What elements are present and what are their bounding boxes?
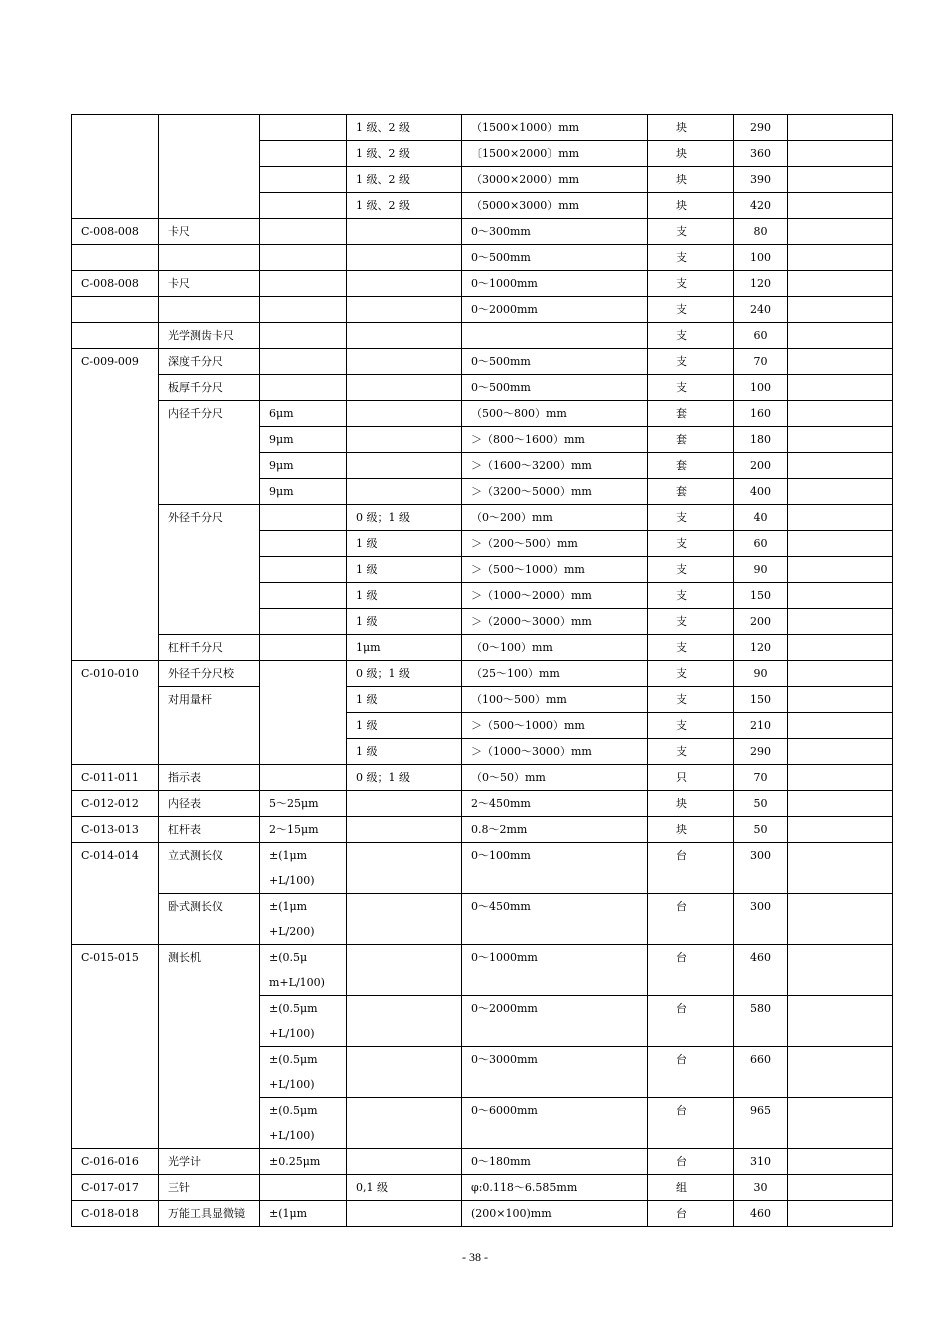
cell-accuracy: 2～15μm xyxy=(260,817,347,843)
cell-unit: 支 xyxy=(648,687,734,713)
cell-price: 965 xyxy=(734,1098,788,1149)
cell-remark xyxy=(788,375,893,401)
cell-code: C-018-018 xyxy=(72,1201,159,1227)
cell-grade: 1 级 xyxy=(347,583,462,609)
cell-range: （1500×1000）mm xyxy=(462,115,648,141)
cell-accuracy: ±(0.5μm +L/100) xyxy=(260,1047,347,1098)
cell-accuracy xyxy=(260,583,347,609)
cell-remark xyxy=(788,245,893,271)
cell-grade: 0 级；1 级 xyxy=(347,505,462,531)
cell-accuracy: ±(1μm +L/100) xyxy=(260,843,347,894)
cell-grade: 1 级 xyxy=(347,687,462,713)
cell-accuracy xyxy=(260,219,347,245)
cell-unit: 台 xyxy=(648,996,734,1047)
cell-remark xyxy=(788,531,893,557)
cell-remark xyxy=(788,1149,893,1175)
cell-code xyxy=(72,323,159,349)
cell-accuracy xyxy=(260,531,347,557)
cell-remark xyxy=(788,996,893,1047)
table-row xyxy=(72,245,893,271)
cell-code: C-012-012 xyxy=(72,791,159,817)
cell-unit: 支 xyxy=(648,505,734,531)
cell-unit: 台 xyxy=(648,1201,734,1227)
cell-name: 指示表 xyxy=(159,765,260,791)
cell-range: ＞（500～1000）mm xyxy=(462,557,648,583)
cell-remark xyxy=(788,219,893,245)
cell-code xyxy=(72,297,159,323)
cell-accuracy xyxy=(260,323,347,349)
cell-range: 0～2000mm xyxy=(462,996,648,1047)
table-row xyxy=(72,401,893,427)
cell-range xyxy=(462,323,648,349)
cell-remark xyxy=(788,687,893,713)
cell-accuracy xyxy=(260,245,347,271)
cell-price: 90 xyxy=(734,661,788,687)
cell-grade xyxy=(347,427,462,453)
cell-unit: 支 xyxy=(648,635,734,661)
cell-remark xyxy=(788,765,893,791)
cell-price: 160 xyxy=(734,401,788,427)
cell-price: 460 xyxy=(734,1201,788,1227)
cell-range: 〔1500×2000〕mm xyxy=(462,141,648,167)
cell-price: 660 xyxy=(734,1047,788,1098)
cell-accuracy: ±(0.5μm +L/100) xyxy=(260,1098,347,1149)
cell-accuracy xyxy=(260,505,347,531)
cell-name: 卡尺 xyxy=(159,271,260,297)
cell-grade xyxy=(347,1201,462,1227)
cell-grade: 1 级 xyxy=(347,531,462,557)
cell-range: 0～500mm xyxy=(462,245,648,271)
cell-unit: 支 xyxy=(648,375,734,401)
cell-range: 0～1000mm xyxy=(462,945,648,996)
cell-grade xyxy=(347,1149,462,1175)
cell-accuracy: ±0.25μm xyxy=(260,1149,347,1175)
cell-accuracy xyxy=(260,635,347,661)
cell-grade: 1 级、2 级 xyxy=(347,115,462,141)
cell-grade xyxy=(347,817,462,843)
table-row xyxy=(72,1149,893,1175)
cell-accuracy xyxy=(260,115,347,141)
cell-grade: 1 级、2 级 xyxy=(347,167,462,193)
cell-unit: 支 xyxy=(648,661,734,687)
cell-code: C-015-015 xyxy=(72,945,159,1149)
cell-range: （0～50）mm xyxy=(462,765,648,791)
cell-unit: 支 xyxy=(648,531,734,557)
cell-range: ＞（2000～3000）mm xyxy=(462,609,648,635)
cell-price: 240 xyxy=(734,297,788,323)
cell-name: 内径表 xyxy=(159,791,260,817)
cell-price: 40 xyxy=(734,505,788,531)
cell-price: 580 xyxy=(734,996,788,1047)
cell-grade: 0 级；1 级 xyxy=(347,765,462,791)
cell-remark xyxy=(788,791,893,817)
cell-price: 50 xyxy=(734,791,788,817)
cell-unit: 支 xyxy=(648,557,734,583)
cell-accuracy xyxy=(260,765,347,791)
cell-code: C-017-017 xyxy=(72,1175,159,1201)
cell-code xyxy=(72,115,159,219)
cell-price: 400 xyxy=(734,479,788,505)
cell-grade xyxy=(347,1098,462,1149)
cell-grade: 1 级、2 级 xyxy=(347,141,462,167)
table-row xyxy=(72,765,893,791)
cell-accuracy xyxy=(260,193,347,219)
cell-range: 0～180mm xyxy=(462,1149,648,1175)
cell-grade: 1μm xyxy=(347,635,462,661)
page-number: - 38 - xyxy=(462,1250,488,1264)
cell-unit: 套 xyxy=(648,401,734,427)
cell-name: 卡尺 xyxy=(159,219,260,245)
table-row xyxy=(72,945,893,996)
cell-accuracy xyxy=(260,167,347,193)
cell-grade: 1 级 xyxy=(347,609,462,635)
cell-range: 0～300mm xyxy=(462,219,648,245)
cell-accuracy: ±(1μm xyxy=(260,1201,347,1227)
table-row xyxy=(72,505,893,531)
cell-grade xyxy=(347,479,462,505)
cell-name: 对用量杆 xyxy=(159,687,260,765)
cell-name: 万能工具显微镜 xyxy=(159,1201,260,1227)
cell-range: ＞（1600～3200）mm xyxy=(462,453,648,479)
cell-unit: 只 xyxy=(648,765,734,791)
cell-remark xyxy=(788,453,893,479)
table-row xyxy=(72,635,893,661)
cell-remark xyxy=(788,1175,893,1201)
cell-remark xyxy=(788,167,893,193)
cell-grade xyxy=(347,349,462,375)
cell-unit: 支 xyxy=(648,323,734,349)
cell-range: ＞（200～500）mm xyxy=(462,531,648,557)
cell-remark xyxy=(788,557,893,583)
cell-unit: 支 xyxy=(648,271,734,297)
cell-grade xyxy=(347,894,462,945)
cell-accuracy xyxy=(260,557,347,583)
cell-range: 0～500mm xyxy=(462,375,648,401)
cell-range: ＞（3200～5000）mm xyxy=(462,479,648,505)
cell-unit: 套 xyxy=(648,479,734,505)
cell-unit: 支 xyxy=(648,219,734,245)
cell-remark xyxy=(788,609,893,635)
cell-remark xyxy=(788,271,893,297)
cell-remark xyxy=(788,479,893,505)
cell-unit: 台 xyxy=(648,1149,734,1175)
table-row xyxy=(72,661,893,687)
cell-accuracy xyxy=(260,661,347,765)
cell-range: ＞（1000～2000）mm xyxy=(462,583,648,609)
cell-range: （5000×3000）mm xyxy=(462,193,648,219)
cell-price: 460 xyxy=(734,945,788,996)
cell-unit: 块 xyxy=(648,817,734,843)
cell-name: 光学计 xyxy=(159,1149,260,1175)
cell-unit: 块 xyxy=(648,167,734,193)
price-table-body xyxy=(72,115,893,1227)
cell-range: （3000×2000）mm xyxy=(462,167,648,193)
cell-range: 0～450mm xyxy=(462,894,648,945)
cell-price: 60 xyxy=(734,323,788,349)
cell-range: （25～100）mm xyxy=(462,661,648,687)
cell-code xyxy=(72,245,159,271)
cell-unit: 套 xyxy=(648,453,734,479)
cell-grade xyxy=(347,1047,462,1098)
cell-grade xyxy=(347,401,462,427)
cell-price: 390 xyxy=(734,167,788,193)
cell-name: 外径千分尺校 xyxy=(159,661,260,687)
cell-accuracy: 9μm xyxy=(260,427,347,453)
cell-accuracy xyxy=(260,349,347,375)
table-row xyxy=(72,375,893,401)
table-row xyxy=(72,297,893,323)
cell-grade: 1 级、2 级 xyxy=(347,193,462,219)
cell-unit: 支 xyxy=(648,297,734,323)
cell-unit: 支 xyxy=(648,245,734,271)
table-row xyxy=(72,349,893,375)
cell-range: （500～800）mm xyxy=(462,401,648,427)
price-table xyxy=(71,114,893,1227)
cell-price: 180 xyxy=(734,427,788,453)
cell-name: 深度千分尺 xyxy=(159,349,260,375)
cell-price: 90 xyxy=(734,557,788,583)
cell-code: C-016-016 xyxy=(72,1149,159,1175)
cell-name xyxy=(159,245,260,271)
cell-price: 60 xyxy=(734,531,788,557)
cell-accuracy xyxy=(260,609,347,635)
cell-unit: 块 xyxy=(648,115,734,141)
cell-grade: 0 级；1 级 xyxy=(347,661,462,687)
cell-remark xyxy=(788,583,893,609)
cell-code: C-009-009 xyxy=(72,349,159,661)
cell-range: (200×100)mm xyxy=(462,1201,648,1227)
cell-remark xyxy=(788,843,893,894)
cell-accuracy xyxy=(260,271,347,297)
cell-accuracy xyxy=(260,297,347,323)
cell-grade xyxy=(347,453,462,479)
table-row xyxy=(72,817,893,843)
cell-name: 外径千分尺 xyxy=(159,505,260,635)
cell-grade: 0,1 级 xyxy=(347,1175,462,1201)
cell-grade xyxy=(347,219,462,245)
cell-grade xyxy=(347,791,462,817)
cell-accuracy: ±(0.5μ m+L/100) xyxy=(260,945,347,996)
cell-price: 120 xyxy=(734,635,788,661)
cell-name: 测长机 xyxy=(159,945,260,1149)
cell-range: ＞（1000～3000）mm xyxy=(462,739,648,765)
cell-remark xyxy=(788,1201,893,1227)
cell-remark xyxy=(788,635,893,661)
table-row xyxy=(72,687,893,713)
cell-name: 杠杆千分尺 xyxy=(159,635,260,661)
cell-grade xyxy=(347,945,462,996)
cell-grade xyxy=(347,375,462,401)
cell-remark xyxy=(788,401,893,427)
cell-range: 2～450mm xyxy=(462,791,648,817)
cell-grade xyxy=(347,323,462,349)
table-row xyxy=(72,1201,893,1227)
cell-accuracy: 6μm xyxy=(260,401,347,427)
cell-remark xyxy=(788,1098,893,1149)
cell-remark xyxy=(788,115,893,141)
cell-price: 150 xyxy=(734,583,788,609)
table-row xyxy=(72,271,893,297)
cell-range: （100～500）mm xyxy=(462,687,648,713)
cell-grade xyxy=(347,996,462,1047)
table-row xyxy=(72,1175,893,1201)
cell-grade xyxy=(347,271,462,297)
cell-name: 板厚千分尺 xyxy=(159,375,260,401)
cell-accuracy: 9μm xyxy=(260,479,347,505)
cell-code: C-008-008 xyxy=(72,219,159,245)
cell-remark xyxy=(788,945,893,996)
cell-price: 420 xyxy=(734,193,788,219)
cell-range: φ:0.118～6.585mm xyxy=(462,1175,648,1201)
cell-range: 0～500mm xyxy=(462,349,648,375)
cell-code: C-014-014 xyxy=(72,843,159,945)
cell-unit: 台 xyxy=(648,945,734,996)
table-row xyxy=(72,791,893,817)
cell-code: C-010-010 xyxy=(72,661,159,765)
cell-range: 0.8～2mm xyxy=(462,817,648,843)
cell-remark xyxy=(788,661,893,687)
cell-accuracy xyxy=(260,141,347,167)
cell-price: 200 xyxy=(734,453,788,479)
cell-price: 70 xyxy=(734,349,788,375)
cell-grade: 1 级 xyxy=(347,557,462,583)
cell-remark xyxy=(788,349,893,375)
cell-name: 卧式测长仪 xyxy=(159,894,260,945)
cell-range: 0～2000mm xyxy=(462,297,648,323)
cell-price: 100 xyxy=(734,375,788,401)
cell-range: 0～6000mm xyxy=(462,1098,648,1149)
cell-remark xyxy=(788,505,893,531)
cell-range: ＞（500～1000）mm xyxy=(462,713,648,739)
cell-grade xyxy=(347,843,462,894)
cell-unit: 支 xyxy=(648,739,734,765)
cell-range: 0～100mm xyxy=(462,843,648,894)
cell-unit: 支 xyxy=(648,609,734,635)
cell-name: 光学测齿卡尺 xyxy=(159,323,260,349)
cell-accuracy: ±(0.5μm +L/100) xyxy=(260,996,347,1047)
cell-name xyxy=(159,297,260,323)
cell-unit: 台 xyxy=(648,843,734,894)
cell-name: 三针 xyxy=(159,1175,260,1201)
cell-unit: 块 xyxy=(648,791,734,817)
cell-price: 300 xyxy=(734,843,788,894)
cell-code: C-011-011 xyxy=(72,765,159,791)
cell-accuracy xyxy=(260,1175,347,1201)
cell-name xyxy=(159,115,260,219)
cell-price: 100 xyxy=(734,245,788,271)
cell-price: 30 xyxy=(734,1175,788,1201)
cell-unit: 块 xyxy=(648,193,734,219)
cell-remark xyxy=(788,894,893,945)
table-row xyxy=(72,219,893,245)
cell-unit: 支 xyxy=(648,713,734,739)
cell-price: 300 xyxy=(734,894,788,945)
cell-price: 310 xyxy=(734,1149,788,1175)
cell-range: （0～200）mm xyxy=(462,505,648,531)
cell-name: 内径千分尺 xyxy=(159,401,260,505)
cell-remark xyxy=(788,141,893,167)
cell-price: 70 xyxy=(734,765,788,791)
cell-price: 360 xyxy=(734,141,788,167)
cell-unit: 支 xyxy=(648,583,734,609)
cell-unit: 台 xyxy=(648,1098,734,1149)
cell-range: （0～100）mm xyxy=(462,635,648,661)
cell-accuracy xyxy=(260,375,347,401)
cell-remark xyxy=(788,713,893,739)
cell-remark xyxy=(788,817,893,843)
cell-price: 200 xyxy=(734,609,788,635)
cell-range: 0～1000mm xyxy=(462,271,648,297)
cell-remark xyxy=(788,427,893,453)
cell-price: 50 xyxy=(734,817,788,843)
cell-price: 150 xyxy=(734,687,788,713)
cell-grade xyxy=(347,297,462,323)
cell-unit: 台 xyxy=(648,1047,734,1098)
table-row xyxy=(72,323,893,349)
cell-grade: 1 级 xyxy=(347,713,462,739)
cell-remark xyxy=(788,323,893,349)
cell-grade xyxy=(347,245,462,271)
cell-range: 0～3000mm xyxy=(462,1047,648,1098)
cell-price: 80 xyxy=(734,219,788,245)
cell-remark xyxy=(788,297,893,323)
cell-grade: 1 级 xyxy=(347,739,462,765)
cell-price: 120 xyxy=(734,271,788,297)
cell-accuracy: ±(1μm +L/200) xyxy=(260,894,347,945)
table-row xyxy=(72,843,893,894)
cell-name: 杠杆表 xyxy=(159,817,260,843)
cell-remark xyxy=(788,1047,893,1098)
cell-unit: 套 xyxy=(648,427,734,453)
cell-unit: 台 xyxy=(648,894,734,945)
cell-code: C-013-013 xyxy=(72,817,159,843)
cell-unit: 组 xyxy=(648,1175,734,1201)
cell-unit: 块 xyxy=(648,141,734,167)
cell-unit: 支 xyxy=(648,349,734,375)
cell-accuracy: 9μm xyxy=(260,453,347,479)
cell-remark xyxy=(788,739,893,765)
cell-accuracy: 5～25μm xyxy=(260,791,347,817)
cell-price: 210 xyxy=(734,713,788,739)
table-row xyxy=(72,894,893,945)
cell-price: 290 xyxy=(734,739,788,765)
cell-price: 290 xyxy=(734,115,788,141)
cell-range: ＞（800～1600）mm xyxy=(462,427,648,453)
table-row xyxy=(72,115,893,141)
cell-name: 立式测长仪 xyxy=(159,843,260,894)
cell-remark xyxy=(788,193,893,219)
cell-code: C-008-008 xyxy=(72,271,159,297)
